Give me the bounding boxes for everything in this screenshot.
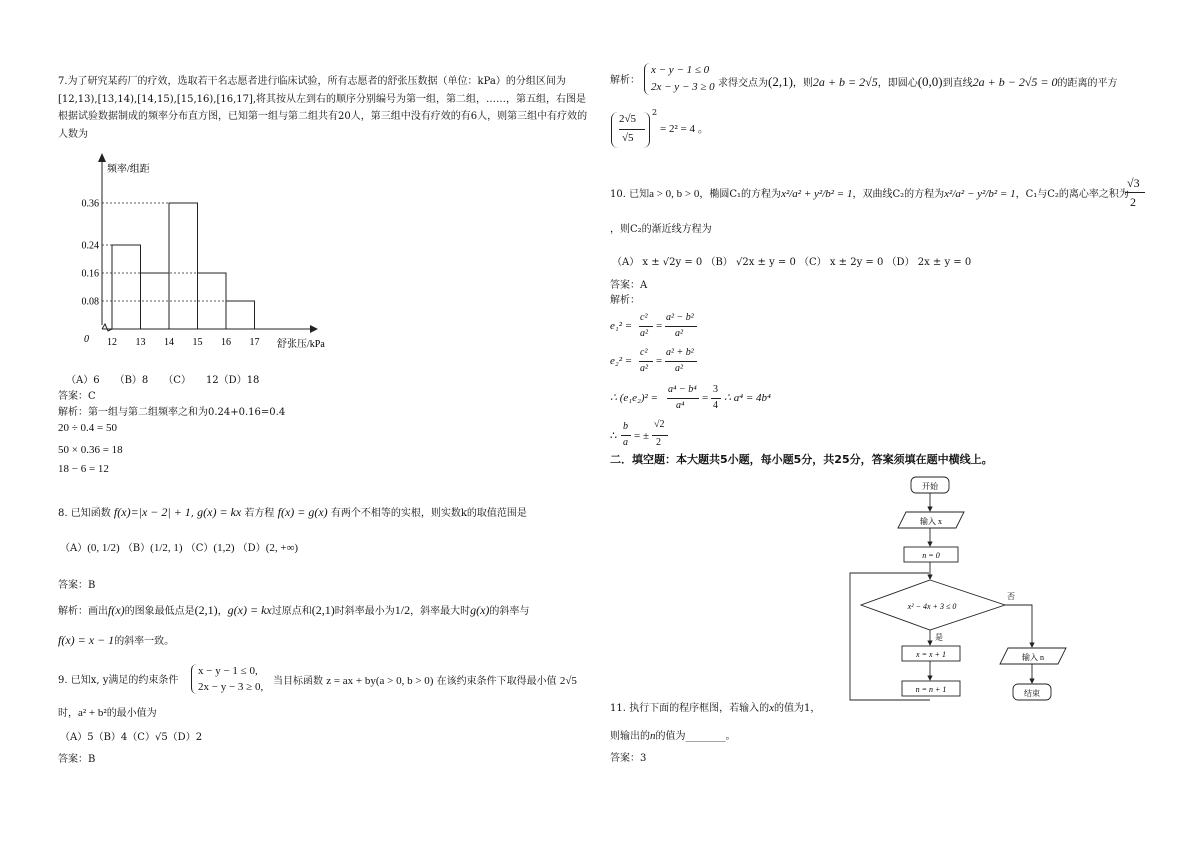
q10-t3: ，C₁与C₂的离心率之积为 — [1015, 189, 1129, 200]
q10-ecc-num: √3 — [1127, 176, 1140, 190]
q10-stem — [610, 188, 1129, 201]
q10-t2: ，双曲线C₂的方程为 — [852, 189, 945, 200]
q9-l2c: 的最小值为 — [106, 708, 157, 719]
q9a-eq2: 2a + b − 2√5 = 0 — [972, 75, 1058, 89]
q10-cond: a > 0, b > 0 — [649, 188, 700, 200]
q11-line-2 — [610, 730, 736, 743]
flow-inc-x-node — [902, 646, 960, 661]
q9-analysis-brace — [644, 63, 651, 95]
q10-prod-eq: = — [702, 392, 709, 404]
q10-line-2: ，则C₂的渐近线方程为 — [610, 224, 712, 235]
q11-l1a: 11. 执行下面的程序框图，若输入的 — [610, 703, 770, 714]
q11-l2c: 的值为________。 — [655, 731, 736, 742]
q10-prefix: 10. 已知 — [610, 189, 650, 200]
q11-l2b: n — [650, 730, 656, 742]
q8-an-1f: g(x) = kx — [227, 603, 272, 617]
q10-prod-mid-num: 3 — [713, 384, 718, 395]
q9-analysis-paren-left — [611, 112, 618, 148]
flow-input-x-node — [898, 512, 964, 528]
flow-end-label: 结束 — [1024, 689, 1040, 698]
flow-end-node — [1013, 684, 1051, 700]
q9a-pt0: (0,0) — [917, 74, 943, 89]
q10-e2-lhs: e₂² = — [610, 355, 633, 367]
q8-mid: 若方程 — [244, 508, 275, 519]
q9-frac-bar — [619, 129, 645, 130]
q11-l2a: 则输出的 — [610, 731, 650, 742]
q10-options — [612, 257, 971, 269]
q8-answer: 答案：B — [58, 580, 96, 591]
q8-opt-b: (1/2, 1) — [150, 542, 183, 554]
q9-brace — [191, 664, 198, 694]
q10-e2-rhs-den: a² — [675, 363, 683, 374]
q9-analysis-line-1 — [718, 74, 1118, 90]
q10-prod-mid-bar — [711, 398, 721, 399]
q9a-t3: ，即圆心 — [877, 78, 918, 89]
q10-ratio-rbar — [652, 435, 668, 436]
q9a-pt: (2,1) — [768, 74, 793, 89]
flow-output-n-label: 输入 n — [1022, 653, 1044, 662]
q9-frac-exp: 2 — [652, 108, 658, 117]
q9-c1: x − y − 1 ≤ 0, — [198, 665, 258, 677]
x-axis-break — [102, 324, 112, 331]
flow-start-label: 开始 — [922, 482, 938, 491]
q9a-t4: 到直线 — [942, 78, 973, 89]
q8-an-2a: f(x) = x − 1 — [58, 633, 115, 647]
flow-inc-x-label: x = x + 1 — [916, 650, 946, 659]
q9-line-2 — [58, 707, 157, 720]
q9-objective: z = ax + by(a > 0, b > 0) — [326, 675, 434, 687]
q10-ratio-rden: 2 — [656, 437, 661, 448]
q9-c2: 2x − y − 3 ≥ 0, — [198, 681, 264, 693]
q10-e2-mid-bar — [639, 361, 653, 362]
q10-opt-d: （D） 2x ± y = 0 — [886, 257, 972, 268]
q9a-t1: 求得交点为 — [718, 78, 768, 89]
q10-ellipse: x²/a² + y²/b² = 1 — [781, 188, 853, 200]
q10-prod-bar — [667, 398, 699, 399]
q8-opt-c: (1,2) — [213, 542, 235, 554]
q9-suffix: 在该约束条件下取得最小值 — [436, 676, 557, 687]
q8-an-1b: f(x) — [108, 603, 125, 617]
q10-e2-eq: = — [656, 355, 663, 367]
q10-answer: 答案：A — [610, 280, 648, 291]
q10-prod-lhs: ∴ (e₁e₂)² = — [610, 392, 658, 404]
q8-an-1k: ，斜率最大时 — [410, 606, 471, 617]
q10-ecc-bar — [1125, 192, 1145, 193]
flow-yes-label: 是 — [935, 633, 943, 642]
x-axis-arrow — [310, 325, 318, 333]
q10-t1: ，椭圆C₁的方程为 — [699, 189, 782, 200]
q8-options — [60, 542, 298, 555]
q10-analysis-label: 解析： — [610, 295, 640, 306]
q9-l2b: a² + b² — [78, 707, 107, 719]
q9-analysis-tail: = 2² = 4 。 — [660, 123, 709, 135]
q8-opt-d: (2, +∞) — [265, 542, 299, 554]
q10-opt-c: （C） x ± 2y = 0 — [799, 257, 884, 268]
histogram-chart — [55, 148, 355, 358]
flow-init-n-label: n = 0 — [922, 551, 940, 560]
q8-an-1j: 1/2 — [394, 603, 411, 617]
flow-inc-n-label: n = n + 1 — [915, 685, 947, 694]
q10-e1-mid-num: c² — [640, 312, 648, 323]
q7-analysis: 解析：第一组与第二组频率之和为0.24+0.16=0.4 — [58, 407, 286, 418]
histogram-bar-3 — [169, 203, 198, 329]
q8-analysis-line-1 — [58, 603, 529, 618]
q10-e1-eq: = — [656, 320, 663, 332]
flow-inc-n-node — [902, 681, 960, 696]
y-tick-label-1: 0.08 — [81, 296, 99, 308]
q8-opt-a-label: （A） — [60, 543, 88, 554]
flow-condition-node — [861, 580, 1005, 630]
histogram-bar-1 — [112, 245, 141, 329]
q7-calc-3: 18 − 6 = 12 — [58, 463, 109, 475]
q10-prod-rhs: ∴ a⁴ = 4b⁴ — [724, 392, 771, 404]
q9-analysis-paren-right — [643, 112, 650, 148]
q8-an-1h: (2,1) — [311, 603, 335, 617]
q7-calc-1: 20 ÷ 0.4 = 50 — [58, 422, 117, 434]
q8-an-2b: 的斜率一致。 — [114, 636, 175, 647]
q10-e2-mid-num: c² — [640, 347, 648, 358]
q10-e1-mid-bar — [639, 326, 653, 327]
q10-e1-mid-den: a² — [640, 328, 648, 339]
origin-label: 0 — [84, 334, 89, 345]
q10-e1-rhs-den: a² — [675, 328, 683, 339]
y-tick-label-2: 0.16 — [81, 268, 99, 280]
q9-analysis-c2: 2x − y − 3 ≥ 0 — [651, 81, 715, 93]
q9a-t5: 的距离的平方 — [1057, 78, 1118, 89]
histogram-bar-5 — [226, 301, 255, 329]
q10-opt-a: （A） x ± √2y = 0 — [612, 257, 703, 268]
q10-e2-rhs-bar — [665, 361, 697, 362]
y-tick-label-4: 0.36 — [81, 198, 99, 210]
q11-l1b: x — [769, 702, 774, 714]
q9a-eq1: 2a + b = 2√5 — [812, 75, 878, 89]
q8-prefix: 8. 已知函数 — [58, 508, 111, 519]
y-axis-arrow — [98, 153, 106, 162]
q8-an-1e: ， — [217, 606, 228, 617]
q8-opt-d-label: （D） — [237, 543, 266, 554]
q10-ratio-rnum: √2 — [654, 419, 665, 430]
q10-hyperbola: x²/a² − y²/b² = 1 — [944, 188, 1016, 200]
q9-analysis-c1: x − y − 1 ≤ 0 — [651, 64, 710, 76]
q11-l1c: 的值为1， — [773, 703, 821, 714]
q8-analysis-line-2 — [58, 633, 174, 648]
flow-input-x-label: 输入 x — [920, 517, 942, 526]
q11-line-1 — [610, 702, 820, 715]
q10-e1-rhs-num: a² − b² — [666, 312, 694, 323]
y-axis-label: 频率/组距 — [107, 164, 150, 175]
q9-stem-rest — [273, 675, 577, 688]
q8-stem: 8. 已知函数 f(x)=|x − 2| + 1, g(x) = kx 若方程 f(x) = g(x) 有两个不相等的实根，则实数k的取值范围是 — [58, 505, 527, 519]
q8-suffix: 有两个不相等的实根，则实数k的取值范围是 — [330, 508, 527, 519]
q8-an-1l: g(x) — [470, 603, 490, 617]
q10-e1-rhs-bar — [665, 326, 697, 327]
q10-ratio-num: b — [623, 421, 628, 432]
section-2-heading: 二．填空题：本大题共5小题，每小题5分，共25分，答案须填在题中横线上。 — [610, 453, 993, 466]
q9a-t2: ，则 — [792, 78, 813, 89]
q9-frac-num: 2√5 — [619, 113, 637, 125]
q10-ecc-den: 2 — [1130, 195, 1136, 209]
q8-an-1d: (2,1) — [194, 603, 218, 617]
q10-opt-b: （B） √2x ± y = 0 — [705, 257, 796, 268]
q10-ratio-lhs: ∴ — [610, 430, 617, 442]
q10-e2-rhs-num: a² + b² — [666, 347, 694, 358]
q10-ratio-bar — [621, 435, 631, 436]
q9-analysis-prefix: 解析： — [610, 75, 640, 86]
flow-init-n-node — [904, 547, 958, 562]
x-tick-label-1: 12 — [107, 337, 117, 348]
q8-an-1c: 的图象最低点是 — [124, 606, 195, 617]
q7-answer: 答案：C — [58, 391, 96, 402]
x-tick-label-6: 17 — [249, 337, 260, 348]
q9-answer: 答案：B — [58, 754, 96, 765]
q8-an-1i: 时斜率最小为 — [334, 606, 395, 617]
q8-an-1a: 解析：画出 — [58, 606, 108, 617]
y-tick-label-3: 0.24 — [81, 240, 99, 252]
q10-prod-num: a⁴ − b⁴ — [668, 384, 697, 395]
q7-calc-2: 50 × 0.36 = 18 — [58, 444, 123, 456]
flow-no-label: 否 — [1007, 592, 1015, 601]
q8-an-1m: 的斜率与 — [489, 606, 530, 617]
x-tick-label-3: 14 — [164, 337, 174, 348]
x-tick-label-2: 13 — [135, 337, 146, 348]
q8-an-1g: 过原点和 — [271, 606, 312, 617]
flow-condition-label: x² − 4x + 3 ≤ 0 — [907, 602, 957, 611]
q7-options: （A）6 （B）8 （C） 12（D）18 — [66, 375, 260, 386]
q8-eq: f(x) = g(x) — [277, 505, 328, 519]
q10-e2-mid-den: a² — [640, 363, 648, 374]
q9-mid: 当目标函数 — [273, 676, 323, 687]
q8-f-def: f(x)=|x − 2| + 1 — [113, 505, 191, 519]
q10-prod-den: a⁴ — [676, 400, 685, 411]
q9-minval: 2√5 — [559, 675, 577, 687]
q9-options: （A）5（B）4（C）√5（D）2 — [60, 732, 203, 743]
q8-opt-a: (0, 1/2) — [87, 542, 120, 554]
q10-e1-lhs: e₁² = — [610, 320, 633, 332]
q10-prod-mid-den: 4 — [713, 400, 718, 411]
q10-ratio-pm: = ± — [634, 430, 649, 442]
q8-g-def: g(x) = kx — [197, 505, 242, 519]
x-tick-label-5: 16 — [221, 337, 231, 348]
q8-opt-b-label: （B） — [122, 543, 151, 554]
flowchart — [840, 472, 1080, 712]
x-axis-label: 舒张压/kPa — [277, 339, 325, 350]
x-tick-label-4: 15 — [192, 337, 203, 348]
q11-answer: 答案：3 — [610, 753, 647, 764]
flow-start-node — [911, 477, 949, 493]
q10-ratio-den: a — [623, 437, 628, 448]
flow-output-n-node — [1000, 648, 1066, 664]
q9-l2a: 时， — [58, 708, 78, 719]
q8-opt-c-label: （C） — [185, 543, 214, 554]
q9-frac-den: √5 — [622, 132, 634, 144]
q9-prefix: 9. 已知x, y满足的约束条件 — [58, 675, 179, 686]
q7-text: 7.为了研究某药厂的疗效，选取若干名志愿者进行临床试验，所有志愿者的舒张压数据（单位：kPa）的分组区间为[12,13),[13,14),[14,15),[15,16),[16,17],将其按从左到右的顺序分别编号为第一组，第二组，……，第五组，右图是根据试验数据制成的频率分布直方图，已知第一组与第二组共有20人，第三组中没有疗效的有6人，则第三组中有疗效的人数为 — [58, 76, 588, 140]
